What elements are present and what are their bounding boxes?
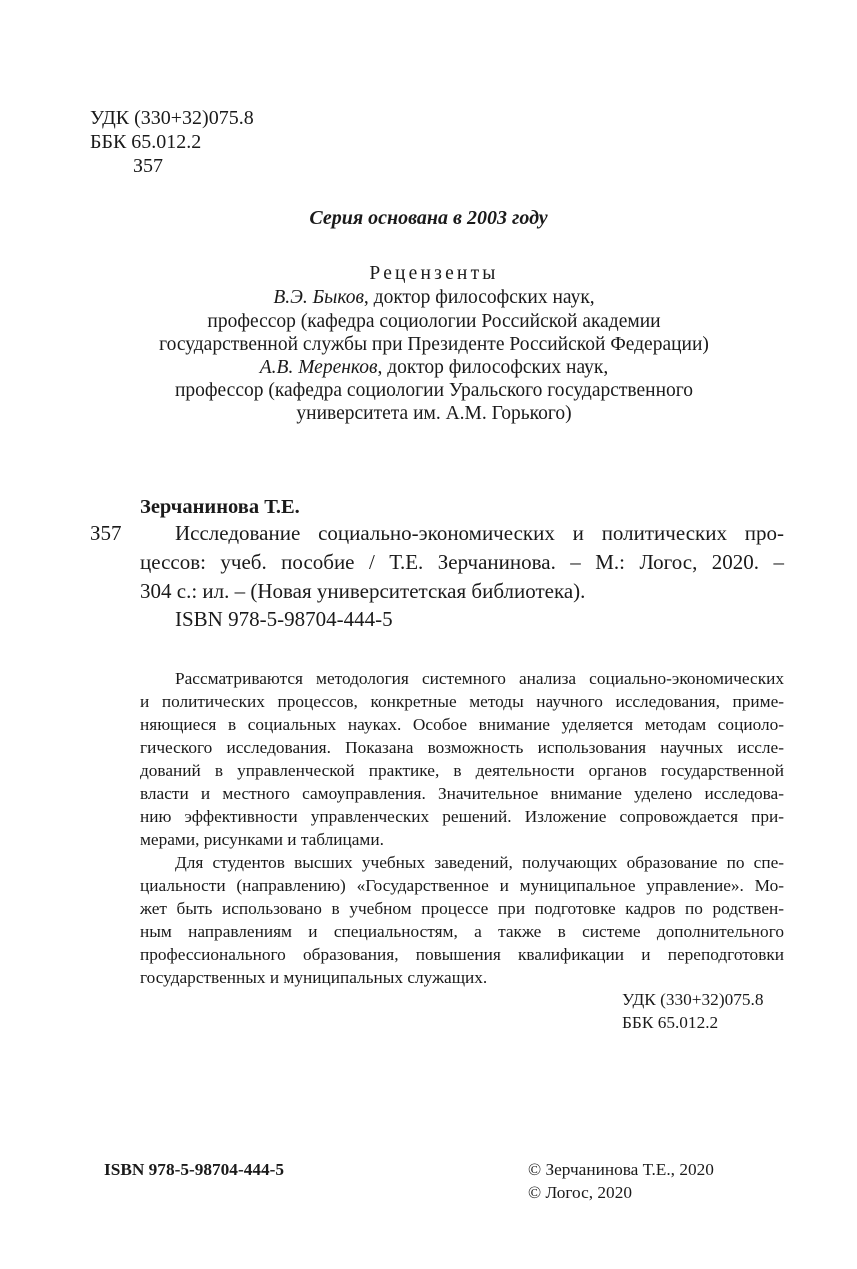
abstract-line: ным направлениям и специальностям, а также в системе дополнительного [140, 922, 784, 941]
catalog-mark: З57 [90, 521, 122, 545]
reviewer-2-line-3: университета им. А.М. Горького) [296, 403, 572, 424]
catalog-author: Зерчанинова Т.Е. [140, 496, 300, 518]
abstract-line: жет быть использовано в учебном процессе при подготовке кадров по родствен- [140, 899, 784, 918]
reviewers-heading: Рецензенты [369, 263, 499, 284]
abstract-line: гического исследования. Показана возможность использования научных иссле- [140, 738, 784, 757]
reviewer-1-name: В.Э. Быков [273, 287, 364, 308]
abstract-line: нию эффективности управленческих решений. Изложение сопровождается при- [140, 807, 784, 826]
abstract-line: циальности (направлению) «Государственное и муниципальное управление». Мо- [140, 876, 784, 895]
abstract-line: дований в управленческой практике, в деятельности органов государственной [140, 761, 784, 780]
catalog-line-3: 304 с.: ил. – (Новая университетская библиотека). [140, 579, 586, 603]
abstract-line: Для студентов высших учебных заведений, получающих образование по спе- [175, 853, 784, 872]
reviewer-2-line-1 [0, 356, 857, 380]
reviewer-2-line-2: профессор (кафедра социологии Уральского государственного [174, 380, 694, 401]
catalog-isbn: ISBN 978-5-98704-444-5 [175, 607, 393, 631]
reviewer-2-name: А.В. Меренков [259, 357, 378, 378]
abstract-line: и политических процессов, конкретные методы научного исследования, приме- [140, 692, 784, 711]
catalog-line-1: Исследование социально-экономических и политических про- [175, 521, 784, 545]
reviewer-1-degree: , доктор философских наук, [363, 287, 595, 308]
reviewer-1-line-3: государственной службы при Президенте Российской Федерации) [159, 334, 709, 355]
copyright-publisher: © Логос, 2020 [528, 1183, 632, 1202]
copyright-author: © Зерчанинова Т.Е., 2020 [528, 1160, 714, 1179]
author-mark: З57 [133, 155, 164, 177]
abstract-line: власти и местного самоуправления. Значительное внимание уделено исследова- [140, 784, 784, 803]
catalog-line-2: цессов: учеб. пособие / Т.Е. Зерчанинова. – М.: Логос, 2020. – [140, 550, 784, 574]
abstract-line: Рассматриваются методология системного анализа социально-экономических [175, 669, 784, 688]
reviewer-1-line-1 [0, 286, 857, 310]
abstract-line: мерами, рисунками и таблицами. [140, 830, 384, 849]
footer-bbk-code: ББК 65.012.2 [622, 1013, 719, 1032]
abstract-line: профессионального образования, повышения квалификации и переподготовки [140, 945, 784, 964]
reviewer-1-line-2: профессор (кафедра социологии Российской академии [207, 311, 661, 332]
abstract-line: няющиеся в социальных науках. Особое внимание уделяется методам социоло- [140, 715, 784, 734]
reviewer-2-degree: , доктор философских наук, [377, 357, 609, 378]
bottom-isbn: ISBN 978-5-98704-444-5 [104, 1160, 285, 1179]
udk-code: УДК (330+32)075.8 [90, 107, 254, 129]
series-note: Серия основана в 2003 году [309, 207, 548, 229]
footer-udk-code: УДК (330+32)075.8 [622, 990, 764, 1009]
bbk-code: ББК 65.012.2 [90, 131, 202, 153]
abstract-line: государственных и муниципальных служащих. [140, 968, 488, 987]
